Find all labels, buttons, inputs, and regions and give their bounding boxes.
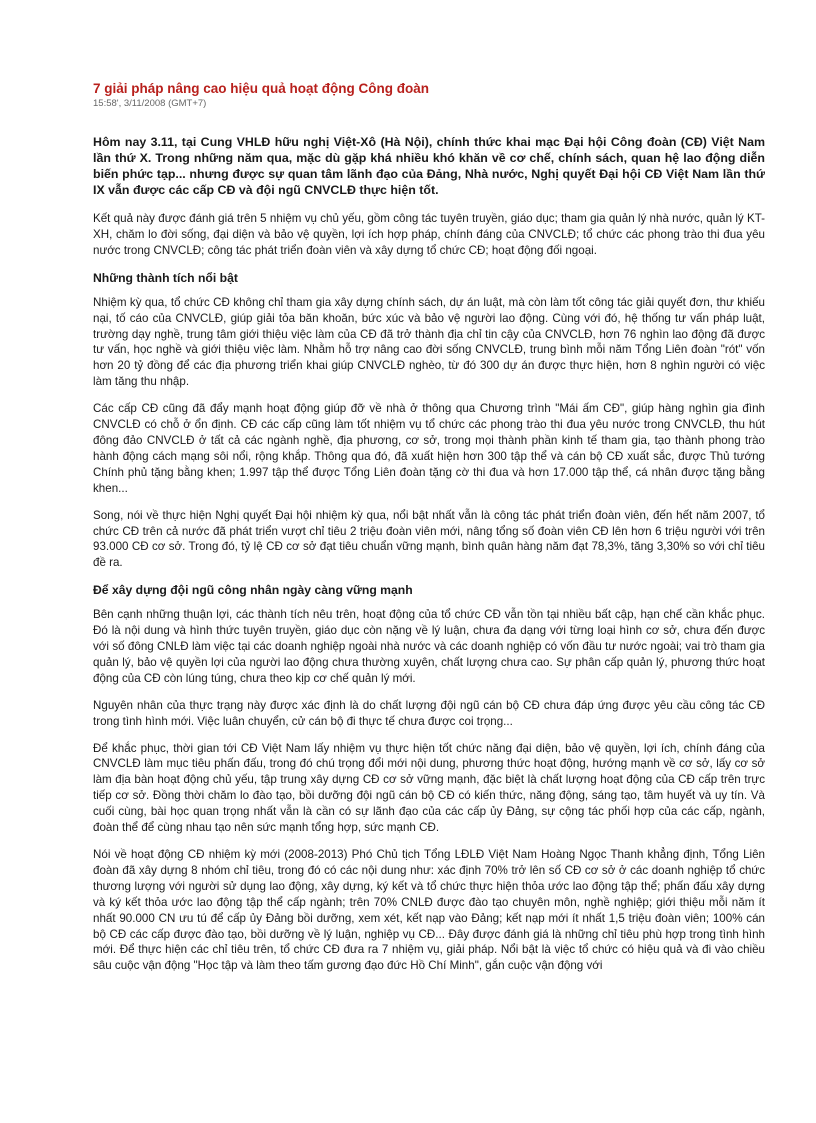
- article-lead: Hôm nay 3.11, tại Cung VHLĐ hữu nghị Việt-Xô (Hà Nội), chính thức khai mạc Đại hội Công đoàn (CĐ) Việt Nam lần thứ X. Trong những năm qua, mặc dù gặp khá nhiều khó khăn về cơ chế, chính sách, quan hệ lao động diễn biến phức tạp... nhưng được sự quan tâm lãnh đạo của Đảng, Nhà nước, Nghị quyết Đại hội CĐ Việt Nam lần thứ IX vẫn được các cấp CĐ và đội ngũ CNVCLĐ thực hiện tốt.: [93, 135, 765, 197]
- paragraph-1: Kết quả này được đánh giá trên 5 nhiệm vụ chủ yếu, gồm công tác tuyên truyền, giáo dục; tham gia quản lý nhà nước, quản lý KT-XH, chăm lo đời sống, đại diện và bảo vệ quyền, lợi ích hợp pháp, chính đáng của CNVCLĐ; tổ chức các phong trào thi đua yêu nước trong CNVCLĐ; công tác phát triển đoàn viên và xây dựng tổ chức CĐ; hoạt động đối ngoại.: [93, 212, 765, 257]
- paragraph-3: Các cấp CĐ cũng đã đẩy mạnh hoạt động giúp đỡ về nhà ở thông qua Chương trình "Mái ấm CĐ", giúp hàng nghìn gia đình CNVCLĐ có chỗ ở ổn định. CĐ các cấp cũng làm tốt nhiệm vụ tổ chức các phong trào thi đua yêu nước trong CNVCLĐ, thu hút đông đảo CNVCLĐ ở tất cả các ngành nghề, địa phương, cơ sở, trong mọi thành phần kinh tế tham gia, tạo thành phong trào hành động cách mạng sôi nổi, rộng khắp. Thông qua đó, đã xuất hiện hơn 300 tập thể và cán bộ CĐ xuất sắc, được Thủ tướng Chính phủ tặng bằng khen; 1.997 tập thể được Tổng Liên đoàn tặng cờ thi đua và hơn 17.000 tập thể, cá nhân được tặng bằng khen...: [93, 402, 765, 495]
- section-heading-achievements: Những thành tích nổi bật: [93, 270, 238, 285]
- section-heading-workforce: Để xây dựng đội ngũ công nhân ngày càng vững mạnh: [93, 583, 413, 598]
- paragraph-4: Song, nói về thực hiện Nghị quyết Đại hội nhiệm kỳ qua, nổi bật nhất vẫn là công tác phát triển đoàn viên, đến hết năm 2007, tổ chức CĐ trên cả nước đã phát triển vượt chỉ tiêu 2 triệu đoàn viên mới, nâng tổng số đoàn viên CĐ lên hơn 6 triệu người với trên 93.000 CĐ cơ sở. Trong đó, tỷ lệ CĐ cơ sở đạt tiêu chuẩn vững mạnh, bình quân hàng năm đạt 78,3%, tăng 3,30% so với chỉ tiêu đề ra.: [93, 508, 765, 570]
- paragraph-6: Nguyên nhân của thực trạng này được xác định là do chất lượng đội ngũ cán bộ CĐ chưa đáp ứng được yêu cầu công tác CĐ trong tình hình mới. Việc luân chuyển, cử cán bộ đi thực tế chưa được coi trọng...: [93, 698, 765, 728]
- paragraph-5: Bên cạnh những thuận lợi, các thành tích nêu trên, hoạt động của tổ chức CĐ vẫn tồn tại nhiều bất cập, hạn chế cần khắc phục. Đó là nội dung và hình thức tuyên truyền, giáo dục còn nặng về lý luận, chưa đa dạng với từng loại hình cơ sở, chưa đến được với số đông CNLĐ làm việc tại các doanh nghiệp ngoài nhà nước và các doanh nghiệp có vốn đầu tư nước ngoài; vai trò tham gia quản lý, bảo vệ quyền lợi của người lao động chưa thường xuyên, chất lượng chưa cao. Sự phân cấp quản lý, phương thức hoạt động của CĐ còn lúng túng, chưa theo kịp cơ chế quản lý mới.: [93, 608, 765, 685]
- paragraph-2: Nhiệm kỳ qua, tổ chức CĐ không chỉ tham gia xây dựng chính sách, dự án luật, mà còn làm tốt công tác giải quyết đơn, thư khiếu nại, tố cáo của CNVCLĐ, giúp giải tỏa băn khoăn, bức xúc và bảo vệ người lao động. Cùng với đó, hệ thống tư vấn pháp luật, trường dạy nghề, trung tâm giới thiệu việc làm của CĐ đã trở thành địa chỉ tin cậy của CNVCLĐ, hơn 76 nghìn lao động đã được tư vấn, học nghề và giới thiệu việc làm. Nhằm hỗ trợ nâng cao đời sống CNVCLĐ, trung bình mỗi năm Tổng Liên đoàn "rót" vốn hơn 20 tỷ đồng để các địa phương triển khai giúp CNVCLĐ nghèo, từ đó 300 dự án được thực hiện, hơn 8 nghìn người có việc làm tăng thu nhập.: [93, 295, 765, 389]
- article-date: 15:58', 3/11/2008 (GMT+7): [93, 98, 207, 109]
- paragraph-7: Để khắc phục, thời gian tới CĐ Việt Nam lấy nhiệm vụ thực hiện tốt chức năng đại diện, bảo vệ quyền, lợi ích, chính đáng của CNVCLĐ làm mục tiêu phấn đấu, trong đó chú trọng đổi mới nội dung, phương thức hoạt động, hướng mạnh về cơ sở, lấy cơ sở làm địa bàn hoạt động chủ yếu, tập trung xây dựng CĐ cơ sở vững mạnh, đặc biệt là chất lượng hoạt động của CĐ cấp trên trực tiếp cơ sở. Đồng thời chăm lo đào tạo, bồi dưỡng đội ngũ cán bộ CĐ có kiến thức, năng động, sáng tạo, tâm huyết và uy tín. Và cuối cùng, bài học quan trọng nhất vẫn là cần có sự lãnh đạo của các cấp ủy Đảng, sự cộng tác phối hợp của các cấp, ngành, đoàn thể để cùng nhau tạo nên sức mạnh tổng hợp, sức mạnh CĐ.: [93, 741, 765, 835]
- paragraph-8: Nói về hoạt động CĐ nhiệm kỳ mới (2008-2013) Phó Chủ tịch Tổng LĐLĐ Việt Nam Hoàng Ngọc Thanh khẳng định, Tổng Liên đoàn đã xây dựng 8 nhóm chỉ tiêu, trong đó có các nội dung như: xác định 70% trở lên số CĐ cơ sở ở các doanh nghiệp tổ chức thương lượng với người sử dụng lao động, xây dựng, ký kết và tổ chức thực hiện thỏa ước lao động tập thể; phấn đấu xây dựng và ký kết thỏa ước lao động tập thể cấp ngành; trên 70% CNLĐ được đào tạo chuyên môn, nghề nghiệp; giới thiệu mỗi năm ít nhất 90.000 CN ưu tú để cấp ủy Đảng bồi dưỡng, xem xét, kết nạp vào Đảng; kết nạp mới ít nhất 1,5 triệu đoàn viên; 100% cán bộ CĐ các cấp được đào tạo, bồi dưỡng về lý luận, nghiệp vụ CĐ... Đây được đánh giá là những chỉ tiêu phù hợp trong tình hình mới. Để thực hiện các chỉ tiêu trên, tổ chức CĐ đưa ra 7 nhiệm vụ, giải pháp. Nổi bật là việc tổ chức có hiệu quả và đi vào chiều sâu cuộc vận động "Học tập và làm theo tấm gương đạo đức Hồ Chí Minh", gắn cuộc vận động với: [93, 848, 765, 973]
- article: [93, 80, 765, 985]
- article-title: 7 giải pháp nâng cao hiệu quả hoạt động Công đoàn: [93, 81, 429, 96]
